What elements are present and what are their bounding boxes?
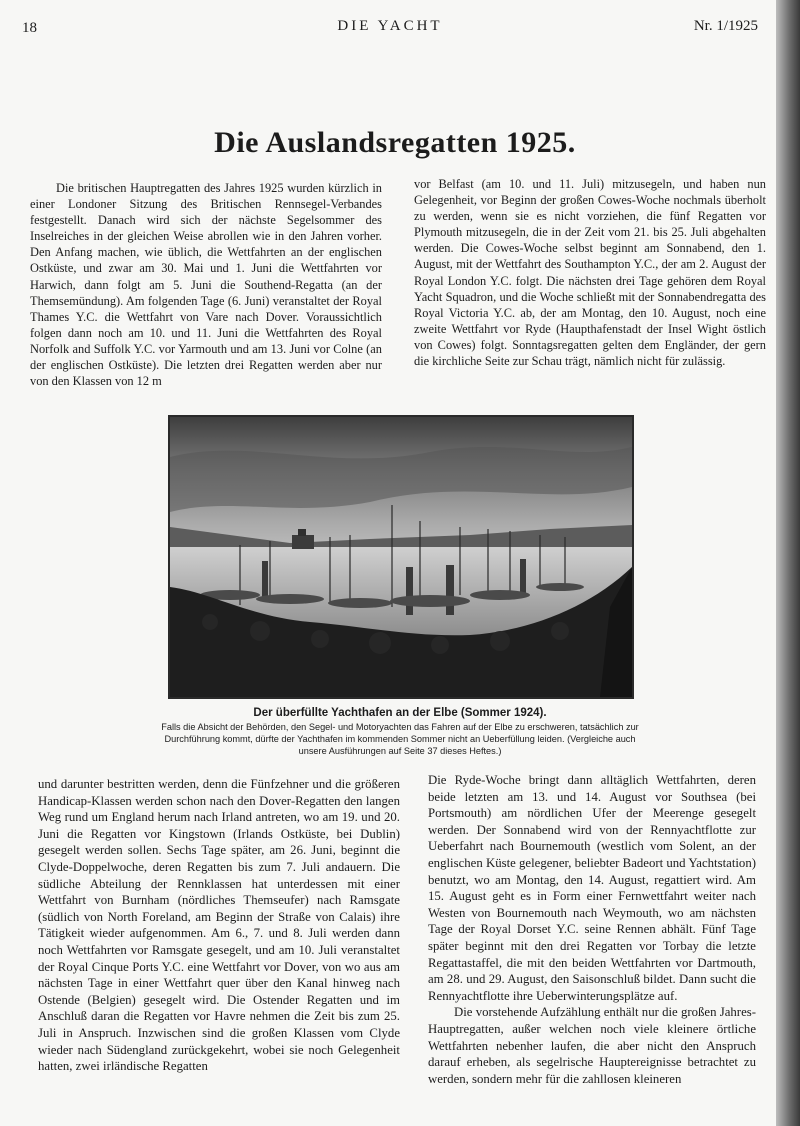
caption-text: Falls die Absicht der Behörden, den Segel- und Motoryachten das Fahren auf der Elbe zu erschweren, tatsächlich zur Durchführung kommt, dürfte der Yachthafen im kommenden Sommer nicht an Ueberfüllung leiden. (Vergleiche auch unsere Ausführungen auf Seite 37 dieses Heftes.)	[161, 722, 639, 756]
column-bottom-right	[428, 772, 756, 1087]
paragraph-bottom-right-2: Die vorstehende Aufzählung enthält nur die großen Jahres-Hauptregatten, außer welchen noch viele kleinere örtliche Wettfahrten nebenher laufen, die aber nicht den Anspruch darauf erheben, als segelrische Hauptereignisse betrachtet zu werden, sondern mehr für die zahllosen kleineren	[428, 1005, 756, 1086]
column-top-right	[414, 176, 766, 369]
issue-number: Nr. 1/1925	[693, 18, 758, 34]
caption-title: Der überfüllte Yachthafen an der Elbe (Sommer 1924).	[253, 707, 547, 719]
page-header	[22, 14, 758, 42]
photo-caption	[160, 707, 640, 757]
magazine-title: DIE YACHT	[337, 18, 443, 34]
harbor-photo-illustration	[170, 417, 632, 697]
column-bottom-left	[38, 776, 400, 1075]
article-headline: Die Auslandsregatten 1925.	[214, 126, 576, 159]
page-edge-shadow	[776, 0, 800, 1126]
paragraph-top-right: vor Belfast (am 10. und 11. Juli) mitzusegeln, und haben nun Gelegenheit, vor Beginn der großen Cowes-Woche nochmals überholt zu werden, wenn sie es nicht vorziehen, die fünf Regatten vor Plymouth mitzusegeln, die in der Zeit vom 21. bis 25. Juli abgehalten werden. Die Cowes-Woche selbst beginnt am Sonnabend, den 1. August, mit der Wettfahrt des Southampton Y.C., der am 2. August der Royal London Y.C. folgt. Die nächsten drei Tage gehören dem Royal Yacht Squadron, und die Woche schließt mit der Sonnabendregatta des Royal Victoria Y.C. ab, der am Montag, den 10. August, noch eine zweite Wettfahrt vor Ryde (Haupthafenstadt der Insel Wight östlich von Cowes) folgt. Sonntagsregatten gelten dem Engländer, der gern die kirchliche Seite zur Schau trägt, nämlich nicht für zulässig.	[414, 177, 766, 369]
paragraph-bottom-right-1: Die Ryde-Woche bringt dann alltäglich Wettfahrten, deren beide letzten am 13. und 14. August vor Southsea (bei Portsmouth) am nördlichen Ufer der Meerenge gesegelt werden. Der Sonnabend wird von der Rennyachtflotte zur Ueberfahrt nach Bournemouth (westlich vom Solent, an der englischen Küste gelegener, beliebter Badeort und Yachtstation) benutzt, wo am Montag, den 14. August, regattiert wird. Am 15. August geht es in Form einer Fernwettfahrt weiter nach Westen von Bournemouth nach Weymouth, wo am nächsten Tage der Royal Dorset Y.C. seine Rennen abhält. Fünf Tage später beginnt mit den drei Regatten vor Torbay die letzte Regattastaffel, die mit den beiden Wettfahrten vor Dartmouth, am 28. und 29. August, den Saisonschluß bildet. Dann sucht die Rennyachtflotte ihre Ueberwinterungsplätze auf.	[428, 773, 756, 1003]
page-number: 18	[22, 20, 37, 36]
harbor-photo	[168, 415, 634, 699]
column-top-left	[30, 180, 382, 389]
paragraph-bottom-left: und darunter bestritten werden, denn die Fünfzehner und die größeren Handicap-Klassen werden schon nach den Dover-Regatten den langen Weg rund um England herum nach Irland antreten, wo am 19. und 20. Juni die Regatten vor Kingstown (Irlands Ostküste, bei Dublin) gesegelt werden sollen. Sechs Tage später, am 26. Juni, beginnt die Clyde-Doppelwoche, deren Regatten bis zum 7. Juli andauern. Die südliche Abteilung der Rennklassen hat unterdessen mit einer Wettfahrt von Burnham (nördliches Themseufer) nach Ramsgate (südlich von North Foreland, am Beginn der Straße von Calais) ihre Tätigkeit wieder aufgenommen. Am 6., 7. und 8. Juli werden dann noch Wettfahrten vor Ramsgate gesegelt, und am 10. Juli veranstaltet der Royal Cinque Ports Y.C. eine Wettfahrt vor Dover, von wo aus am nächsten Tage in einer Wettfahrt quer über den Kanal hinweg nach Ostende (Belgien) gesegelt wird. Die Ostender Regatten und im Anschluß daran die Regatten vor Havre nehmen die Zeit bis zum 25. Juli in Anspruch. Inzwischen sind die großen Klassen vom Clyde wieder nach Südengland zurückgekehrt, wobei sie noch Gelegenheit hatten, zwei irländische Regatten	[38, 777, 400, 1074]
paragraph-top-left: Die britischen Hauptregatten des Jahres 1925 wurden kürzlich in einer Londoner Sitzung des Britischen Rennsegel-Verbandes festgestellt. Danach wird sich der nächste Segelsommer des Inselreiches in der gleichen Weise abrollen wie in den Jahren vorher. Den Anfang machen, wie üblich, die Wettfahrten an der englischen Ostküste, und zwar am 30. Mai und 1. Juni die Wettfahrten vor Harwich, dann folgt am 5. Juni die Southend-Regatta (an der Themsemündung). Am folgenden Tage (6. Juni) veranstaltet der Royal Thames Y.C. die Wettfahrt von Vare nach Dover. Voraussichtlich folgen dann noch am 10. und 11. Juni die Wettfahrten des Royal Norfolk and Suffolk Y.C. vor Yarmouth und am 13. Juni vor Colne (an der englischen Ostküste). Die letzten drei Regatten werden aber nur von den Klassen von 12 m	[30, 181, 382, 389]
